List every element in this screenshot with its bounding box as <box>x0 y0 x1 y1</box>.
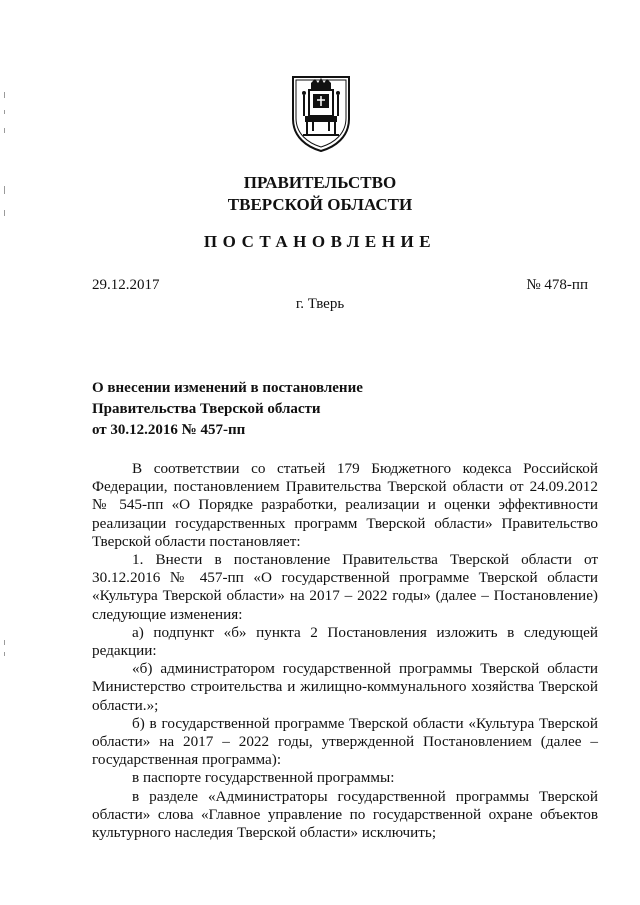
body-paragraph: а) подпункт «б» пункта 2 Постановления изложить в следующей редакции: <box>92 623 598 660</box>
document-type: ПОСТАНОВЛЕНИЕ <box>203 232 437 251</box>
body-paragraph: «б) администратором государственной программы Тверской области Министерство строительства и жилищно-коммунального хозяйства Тверской области.»; <box>92 660 598 714</box>
document-city: г. Тверь <box>295 296 345 312</box>
body-paragraph: 1. Внести в постановление Правительства Тверской области от 30.12.2016 № 457-пп «О государственной программе Тверской области «Культура Тверской области» на 2017 – 2022 годы» (далее – Постановление) следующие изменения: <box>92 551 598 623</box>
body-paragraph: В соответствии со статьей 179 Бюджетного кодекса Российской Федерации, постановлением Правительства Тверской области от 24.09.2012 № 545-пп «О Порядке разработки, реализации и оценки эффективности реализации государственных программ Тверской области» Правительство Тверской области постановляет: <box>92 460 598 550</box>
scan-edge-marks <box>4 0 8 905</box>
tver-coat-of-arms-icon <box>289 73 353 153</box>
body-paragraph: в разделе «Администраторы государственной программы Тверской области» слова «Главное управление по государственной охране объектов культурного наследия Тверской области» исключить; <box>92 787 598 842</box>
document-number: № 478-пп <box>526 277 588 293</box>
scan-mark <box>4 128 5 133</box>
scan-mark <box>4 652 5 656</box>
body-paragraph: в паспорте государственной программы: <box>132 769 395 787</box>
subject-line1: О внесении изменений в постановление <box>92 380 363 396</box>
subject-line3: от 30.12.2016 № 457-пп <box>92 422 246 438</box>
scan-mark <box>4 640 5 645</box>
document-date: 29.12.2017 <box>92 277 160 293</box>
body-paragraph: б) в государственной программе Тверской области «Культура Тверской области» на 2017 – 2022 годы, утвержденной Постановлением (далее – государственная программа): <box>92 714 598 769</box>
government-title-line1: ПРАВИТЕЛЬСТВО <box>243 173 397 192</box>
scan-mark <box>4 110 5 114</box>
government-title-line2: ТВЕРСКОЙ ОБЛАСТИ <box>227 195 413 214</box>
government-title <box>0 172 640 216</box>
subject-line2: Правительства Тверской области <box>92 401 321 417</box>
scan-mark <box>4 92 5 98</box>
document-body <box>92 460 598 842</box>
document-subject <box>92 378 412 441</box>
